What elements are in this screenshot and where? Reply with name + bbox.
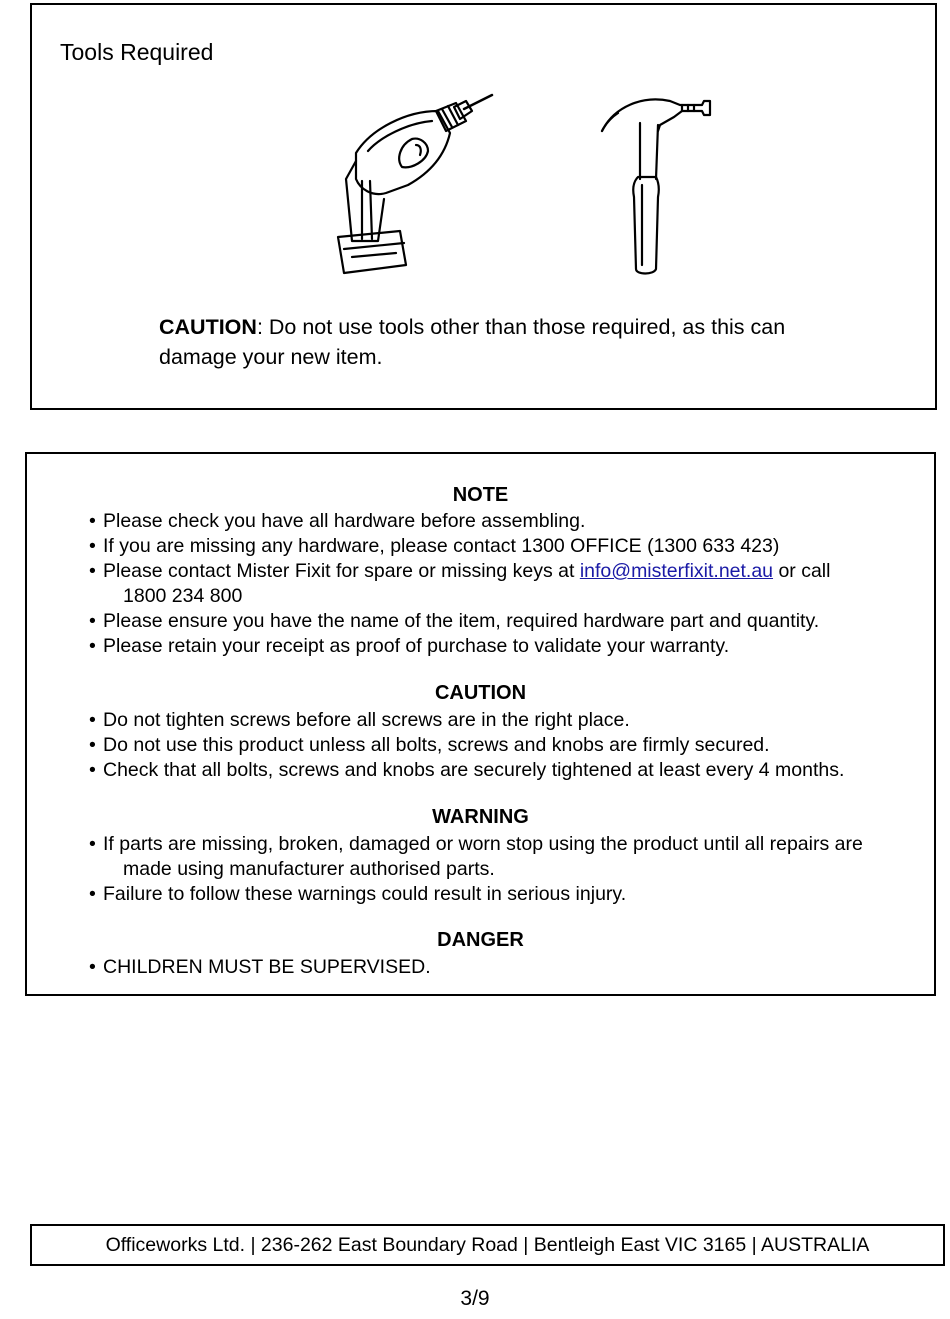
tools-required-panel <box>30 3 937 410</box>
note-heading: NOTE <box>452 484 509 506</box>
note-item-spare-keys-call: or call <box>773 560 831 582</box>
note-item-receipt: • Please retain your receipt as proof of purchase to validate your warranty. <box>89 634 919 659</box>
caution-list <box>89 708 919 783</box>
caution-heading: CAUTION <box>434 682 527 704</box>
caution-item-tighten: • Do not tighten screws before all screws are in the right place. <box>89 708 919 733</box>
note-item-spare-keys-phone: 1800 234 800 <box>123 585 243 607</box>
email-link[interactable]: info@misterfixit.net.au <box>579 560 774 582</box>
warning-item-missing-parts-cont: made using manufacturer authorised parts. <box>123 858 495 880</box>
power-drill-icon <box>316 89 496 277</box>
tools-caution-note <box>159 312 849 372</box>
warning-item-missing-parts <box>89 832 919 882</box>
claw-hammer-icon <box>570 89 720 279</box>
danger-list <box>89 955 919 980</box>
note-item-missing-hardware: • If you are missing any hardware, please contact 1300 OFFICE (1300 633 423) <box>89 534 919 559</box>
note-list <box>89 509 919 659</box>
page-number: 3/9 <box>460 1287 490 1310</box>
tools-title: Tools Required <box>60 39 214 65</box>
footer-address-box <box>30 1224 945 1266</box>
tools-caution-text: : Do not use tools other than those required, as this can damage your new item. <box>159 315 786 369</box>
note-item-check-hardware: • Please check you have all hardware before assembling. <box>89 509 919 534</box>
safety-notes-panel <box>25 452 936 996</box>
caution-item-secured: • Do not use this product unless all bolts, screws and knobs are firmly secured. <box>89 733 919 758</box>
danger-item-supervised: • CHILDREN MUST BE SUPERVISED. <box>89 955 919 980</box>
warning-heading: WARNING <box>432 806 529 828</box>
note-item-spare-keys <box>89 559 919 609</box>
tools-caution-label: CAUTION <box>159 315 257 339</box>
warning-item-missing-parts-text: If parts are missing, broken, damaged or worn stop using the product until all repairs are <box>103 833 863 855</box>
footer-address: Officeworks Ltd. | 236-262 East Boundary Road | Bentleigh East VIC 3165 | AUSTRALIA <box>105 1234 870 1256</box>
note-item-item-name: • Please ensure you have the name of the item, required hardware part and quantity. <box>89 609 919 634</box>
warning-list <box>89 832 919 907</box>
note-item-spare-keys-text: Please contact Mister Fixit for spare or missing keys at <box>103 560 580 582</box>
danger-heading: DANGER <box>437 929 524 951</box>
warning-item-injury: • Failure to follow these warnings could result in serious injury. <box>89 882 919 907</box>
caution-item-check-monthly: • Check that all bolts, screws and knobs are securely tightened at least every 4 months. <box>89 758 919 783</box>
